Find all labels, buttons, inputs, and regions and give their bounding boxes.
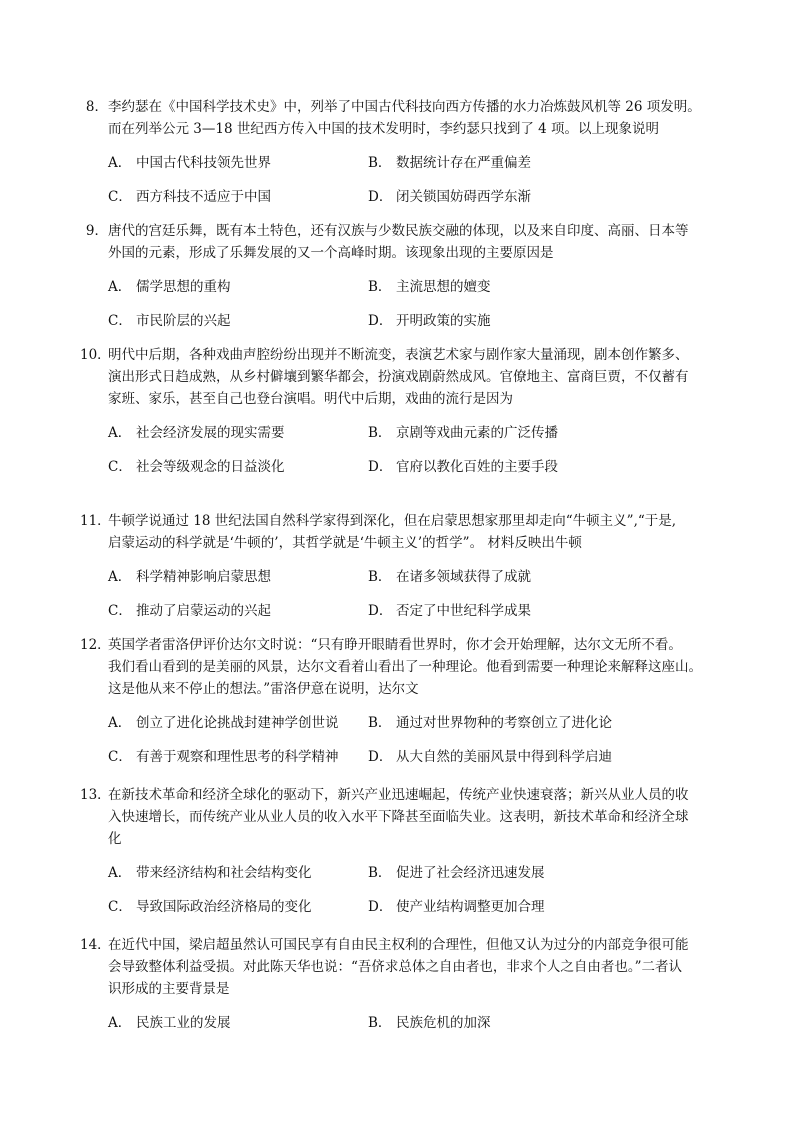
option-d[interactable] — [368, 896, 628, 918]
options — [80, 566, 720, 622]
option-row — [108, 746, 720, 768]
option-text: 市民阶层的兴起 — [136, 313, 231, 329]
stem-text: 演出形式日趋成熟，从乡村僻壤到繁华都会，扮演戏剧蔚然成风。官僚地主、富商巨贾，不仅蓄有 — [108, 369, 689, 385]
question-number: 13． — [80, 787, 111, 803]
question-number: 9． — [85, 223, 108, 239]
option-text: 从大自然的美丽风景中得到科学启迪 — [396, 749, 612, 765]
question-6 — [80, 784, 720, 930]
option-text: 否定了中世纪科学成果 — [396, 603, 531, 619]
option-label: C． — [108, 899, 132, 915]
stem-text: 启蒙运动的科学就是‘牛顿的’，其哲学就是‘牛顿主义’的哲学”。 材料反映出牛顿 — [108, 535, 582, 551]
option-c[interactable] — [108, 746, 368, 768]
option-text: 社会等级观念的日益淡化 — [136, 459, 285, 475]
option-row — [108, 862, 720, 884]
option-text: 推动了启蒙运动的兴起 — [136, 603, 271, 619]
option-text: 科学精神影响启蒙思想 — [136, 569, 271, 585]
options — [80, 1012, 720, 1034]
option-label: A． — [108, 569, 132, 585]
stem-first-line — [80, 510, 720, 532]
question-stem — [80, 220, 720, 264]
option-label: A． — [108, 1015, 132, 1031]
option-text: 儒学思想的重构 — [136, 279, 231, 295]
option-b[interactable] — [368, 276, 628, 298]
question-stem — [80, 784, 720, 850]
option-a[interactable] — [108, 422, 368, 444]
stem-text: 识形成的主要背景是 — [108, 981, 230, 997]
question-number: 12． — [80, 637, 111, 653]
option-d[interactable] — [368, 746, 628, 768]
option-label: B． — [368, 425, 392, 441]
question-7 — [80, 934, 720, 1046]
question-stem — [80, 934, 720, 1000]
option-c[interactable] — [108, 186, 368, 208]
option-b[interactable] — [368, 152, 628, 174]
option-label: A． — [108, 155, 132, 171]
option-text: 民族危机的加深 — [396, 1015, 491, 1031]
stem-text: 牛顿学说通过 18 世纪法国自然科学家得到深化，但在启蒙思想家那里却走向“牛顿主义”,“于是, — [108, 513, 677, 529]
option-text: 开明政策的实施 — [396, 313, 491, 329]
option-b[interactable] — [368, 1012, 628, 1034]
option-label: B． — [368, 1015, 392, 1031]
question-number: 11． — [80, 513, 111, 529]
option-text: 促进了社会经济迅速发展 — [396, 865, 545, 881]
stem-text: 明代中后期，各种戏曲声腔纷纷出现并不断流变，表演艺术家与剧作家大量涌现，剧本创作繁多、 — [108, 347, 689, 363]
option-row — [108, 152, 720, 174]
stem-text: 外国的元素，形成了乐舞发展的又一个高峰时期。该现象出现的主要原因是 — [108, 245, 554, 261]
option-label: D． — [368, 899, 393, 915]
option-label: A． — [108, 425, 132, 441]
options — [80, 422, 720, 478]
stem-text: 会导致整体利益受损。对此陈天华也说：“吾侪求总体之自由者也，非求个人之自由者也。”二者认 — [108, 959, 683, 975]
option-text: 带来经济结构和社会结构变化 — [136, 865, 312, 881]
option-text: 在诸多领域获得了成就 — [396, 569, 531, 585]
option-label: C． — [108, 459, 132, 475]
question-1 — [80, 96, 720, 220]
option-text: 闭关锁国妨碍西学东渐 — [396, 189, 531, 205]
stem-first-line — [80, 634, 720, 656]
option-label: D． — [368, 189, 393, 205]
stem-first-line — [80, 344, 720, 366]
stem-text: 入快速增长，而传统产业从业人员的收入水平下降甚至面临失业。这表明，新技术革命和经济全球 — [108, 809, 689, 825]
option-label: B． — [368, 865, 392, 881]
option-label: D． — [368, 603, 393, 619]
option-label: D． — [368, 313, 393, 329]
option-label: B． — [368, 155, 392, 171]
option-row — [108, 896, 720, 918]
option-c[interactable] — [108, 896, 368, 918]
option-label: B． — [368, 569, 392, 585]
stem-text: 在新技术革命和经济全球化的驱动下，新兴产业迅速崛起，传统产业快速衰落；新兴从业人员的收 — [108, 787, 689, 803]
option-a[interactable] — [108, 1012, 368, 1034]
options — [80, 862, 720, 918]
question-stem — [80, 344, 720, 410]
stem-text: 而在列举公元 3—18 世纪西方传入中国的技术发明时，李约瑟只找到了 4 项。以上现象说明 — [108, 121, 660, 137]
option-text: 主流思想的嬗变 — [396, 279, 491, 295]
option-d[interactable] — [368, 310, 628, 332]
stem-text: 这是他从来不停止的想法。”雷洛伊意在说明，达尔文 — [108, 681, 419, 697]
option-label: D． — [368, 459, 393, 475]
question-number: 14． — [80, 937, 111, 953]
option-row — [108, 310, 720, 332]
question-3 — [80, 344, 720, 490]
option-row — [108, 276, 720, 298]
option-label: B． — [368, 715, 392, 731]
option-a[interactable] — [108, 566, 368, 588]
option-text: 中国古代科技领先世界 — [136, 155, 271, 171]
option-text: 民族工业的发展 — [136, 1015, 231, 1031]
question-number: 8． — [85, 99, 108, 115]
option-text: 京剧等戏曲元素的广泛传播 — [396, 425, 558, 441]
option-row — [108, 1012, 720, 1034]
stem-first-line — [80, 934, 720, 956]
stem-first-line — [80, 96, 720, 118]
option-c[interactable] — [108, 310, 368, 332]
option-text: 使产业结构调整更加合理 — [396, 899, 545, 915]
option-a[interactable] — [108, 712, 368, 734]
option-d[interactable] — [368, 186, 628, 208]
option-row — [108, 566, 720, 588]
option-label: B． — [368, 279, 392, 295]
question-2 — [80, 220, 720, 344]
option-text: 通过对世界物种的考察创立了进化论 — [396, 715, 612, 731]
option-row — [108, 712, 720, 734]
question-4 — [80, 510, 720, 634]
option-text: 创立了进化论挑战封建神学创世说 — [136, 715, 339, 731]
question-stem — [80, 96, 720, 140]
option-d[interactable] — [368, 456, 628, 478]
option-text: 数据统计存在严重偏差 — [396, 155, 531, 171]
option-label: D． — [368, 749, 393, 765]
options — [80, 276, 720, 332]
option-label: A． — [108, 715, 132, 731]
option-a[interactable] — [108, 152, 368, 174]
option-c[interactable] — [108, 456, 368, 478]
option-row — [108, 600, 720, 622]
question-stem — [80, 634, 720, 700]
option-a[interactable] — [108, 862, 368, 884]
option-c[interactable] — [108, 600, 368, 622]
option-text: 导致国际政治经济格局的变化 — [136, 899, 312, 915]
option-b[interactable] — [368, 566, 628, 588]
option-label: C． — [108, 313, 132, 329]
option-b[interactable] — [368, 712, 628, 734]
option-text: 西方科技不适应于中国 — [136, 189, 271, 205]
option-text: 官府以教化百姓的主要手段 — [396, 459, 558, 475]
option-label: C． — [108, 749, 132, 765]
stem-text: 家班、家乐，甚至自己也登台演唱。明代中后期，戏曲的流行是因为 — [108, 391, 513, 407]
option-row — [108, 456, 720, 478]
option-d[interactable] — [368, 600, 628, 622]
stem-text: 在近代中国，梁启超虽然认可国民享有自由民主权利的合理性，但他又认为过分的内部竞争很可能 — [108, 937, 689, 953]
option-row — [108, 422, 720, 444]
option-a[interactable] — [108, 276, 368, 298]
stem-text: 化 — [108, 831, 122, 847]
option-label: A． — [108, 865, 132, 881]
option-b[interactable] — [368, 862, 628, 884]
question-stem — [80, 510, 720, 554]
stem-text: 李约瑟在《中国科学技术史》中，列举了中国古代科技向西方传播的水力冶炼鼓风机等 26 项发明。 — [108, 99, 701, 115]
option-label: A． — [108, 279, 132, 295]
options — [80, 712, 720, 768]
option-b[interactable] — [368, 422, 628, 444]
option-label: C． — [108, 603, 132, 619]
stem-text: 唐代的宫廷乐舞，既有本土特色，还有汉族与少数民族交融的体现，以及来自印度、高丽、日本等 — [108, 223, 689, 239]
question-5 — [80, 634, 720, 780]
stem-text: 英国学者雷洛伊评价达尔文时说：“只有睁开眼睛看世界时，你才会开始理解，达尔文无所不看。 — [108, 637, 682, 653]
stem-first-line — [80, 784, 720, 806]
option-text: 社会经济发展的现实需要 — [136, 425, 285, 441]
option-text: 有善于观察和理性思考的科学精神 — [136, 749, 339, 765]
option-label: C． — [108, 189, 132, 205]
options — [80, 152, 720, 208]
option-row — [108, 186, 720, 208]
stem-first-line — [80, 220, 720, 242]
question-number: 10． — [80, 347, 111, 363]
stem-text: 我们看山看到的是美丽的风景，达尔文看着山看出了一种理论。他看到需要一种理论来解释这座山。 — [108, 659, 702, 675]
